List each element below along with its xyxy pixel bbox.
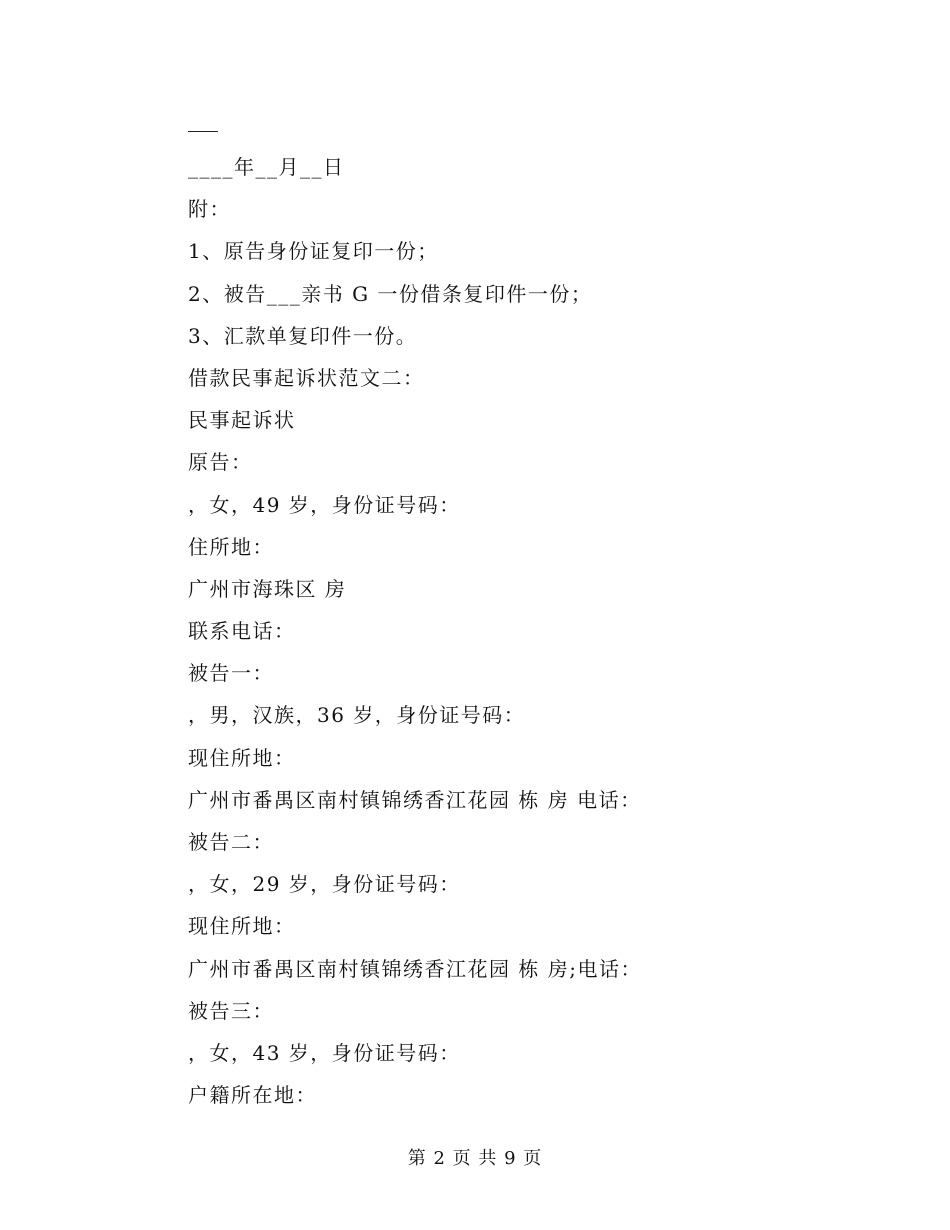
defendant-one-info: ，男，汉族，36 岁，身份证号码：: [188, 703, 526, 728]
signature-rule: [188, 131, 218, 132]
plaintiff-address: 广州市海珠区 房: [188, 576, 347, 601]
defendant-two-info: ，女，29 岁，身份证号码：: [188, 872, 461, 897]
plaintiff-phone-label: 联系电话：: [188, 619, 296, 644]
defendant-one-address-label: 现住所地：: [188, 745, 296, 770]
plaintiff-label: 原告：: [188, 450, 253, 475]
plaintiff-info: ，女，49 岁，身份证号码：: [188, 492, 461, 517]
section-title: 借款民事起诉状范文二：: [188, 365, 425, 390]
attachments-heading: 附：: [188, 197, 231, 222]
defendant-two-address-label: 现住所地：: [188, 914, 296, 939]
page-number: 第 2 页 共 9 页: [407, 1148, 543, 1169]
document-body: [188, 146, 888, 1116]
attachment-item: 1、原告身份证复印一份；: [188, 239, 439, 264]
defendant-three-info: ，女，43 岁，身份证号码：: [188, 1040, 461, 1065]
defendant-two-label: 被告二：: [188, 830, 274, 854]
defendant-three-label: 被告三：: [188, 998, 274, 1023]
attachment-item: 3、汇款单复印件一份。: [188, 323, 418, 348]
plaintiff-address-label: 住所地：: [188, 534, 274, 559]
complaint-title: 民事起诉状: [188, 408, 296, 433]
defendant-one-address: 广州市番禺区南村镇锦绣香江花园 栋 房 电话：: [188, 787, 642, 812]
attachment-item: 2、被告___亲书 G 一份借条复印件一份；: [188, 281, 593, 306]
date-line: ____年__月__日: [188, 155, 345, 179]
defendant-one-label: 被告一：: [188, 661, 274, 686]
defendant-three-registration-label: 户籍所在地：: [188, 1083, 317, 1108]
defendant-two-address: 广州市番禺区南村镇锦绣香江花园 栋 房;电话：: [188, 956, 642, 981]
